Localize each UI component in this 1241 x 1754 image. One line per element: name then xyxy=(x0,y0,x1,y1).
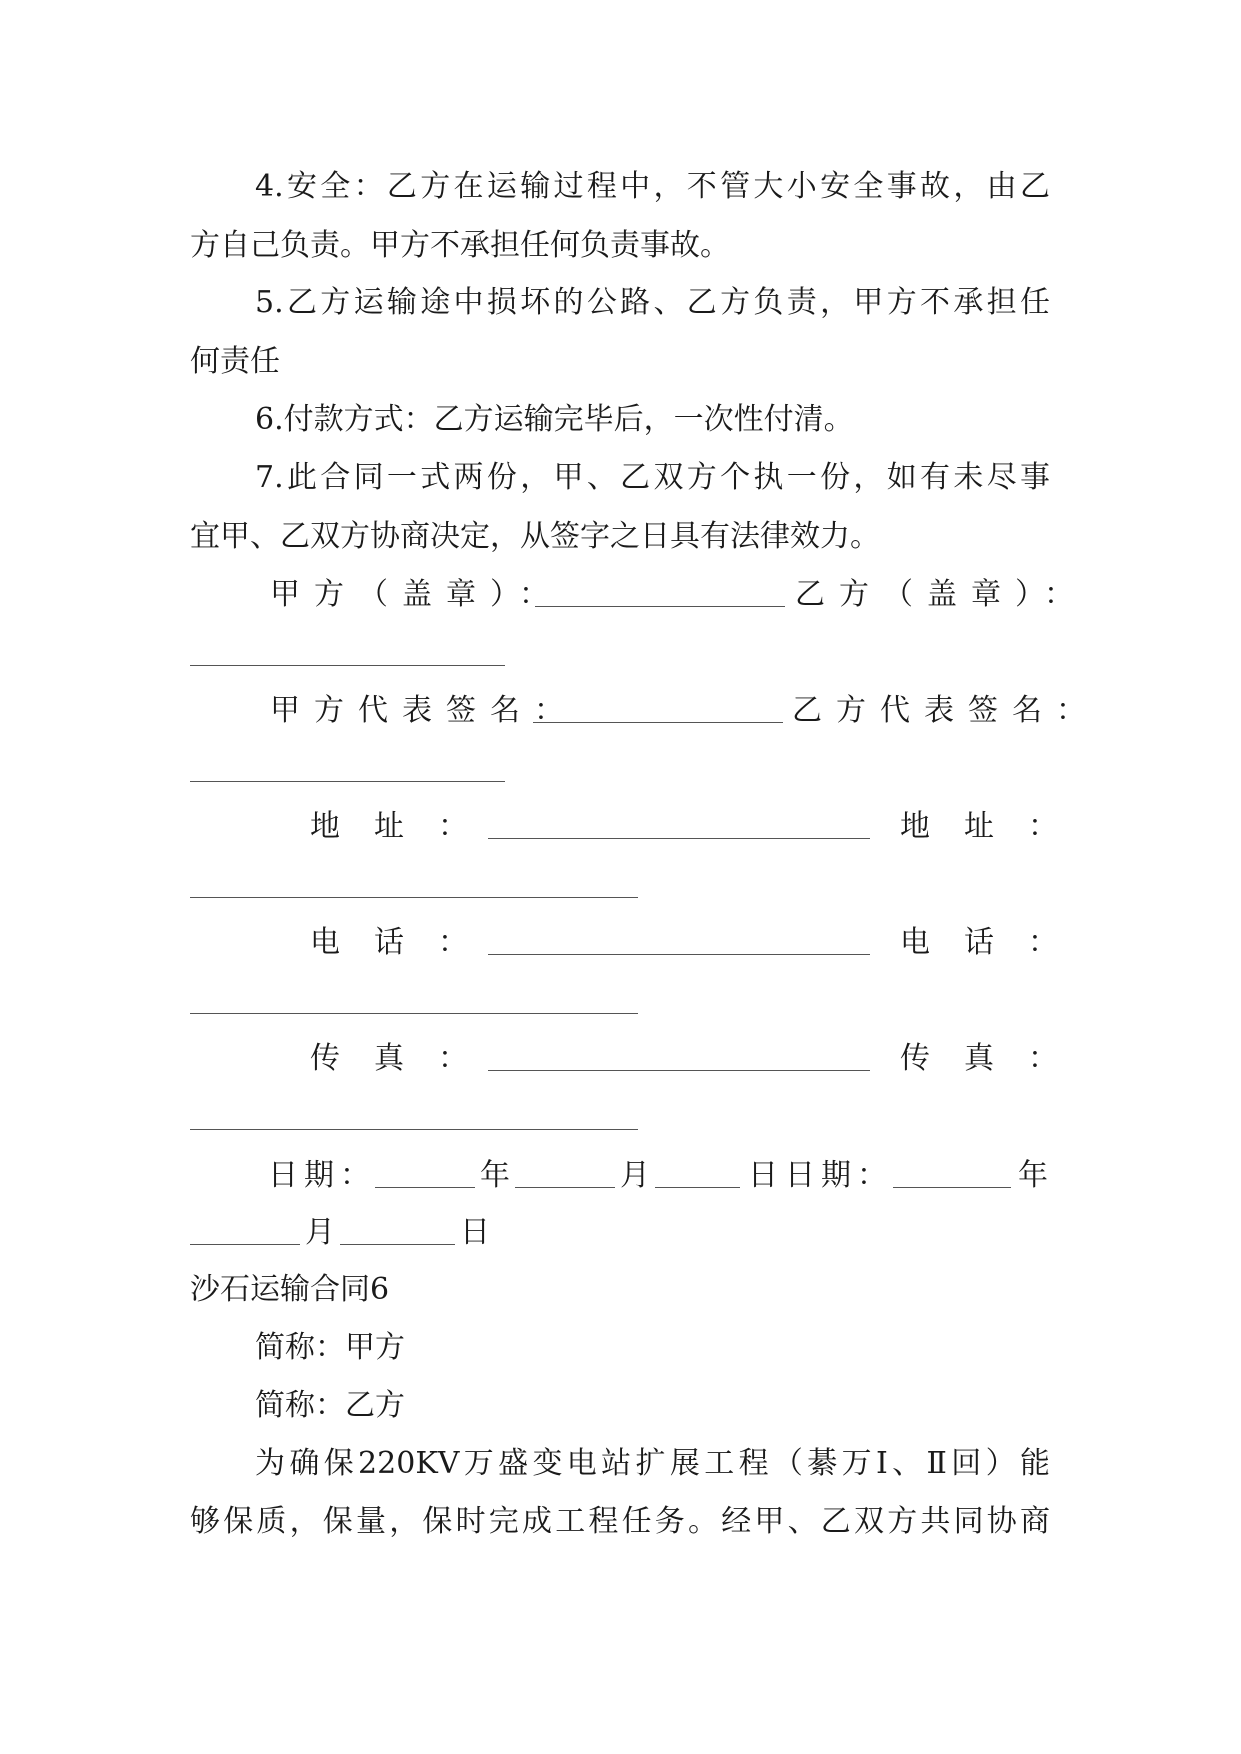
clause-5-line-2: 何责任 xyxy=(190,344,280,379)
fax-a-blank[interactable] xyxy=(488,1042,870,1071)
clause-6-line-1: 6.付款方式：乙方运输完毕后，一次性付清。 xyxy=(255,402,854,437)
date-b-year-unit: 年 xyxy=(1018,1158,1048,1193)
party-b-seal-label: 乙方（盖章）： xyxy=(795,577,1088,612)
address-b-label: 地址： xyxy=(900,809,1092,844)
date-a-day-blank[interactable] xyxy=(655,1159,740,1188)
date-a-day-unit: 日 xyxy=(748,1158,778,1193)
party-b-rep-blank[interactable] xyxy=(190,780,505,782)
date-a-label: 日期： xyxy=(268,1158,376,1193)
fax-b-blank[interactable] xyxy=(190,1128,638,1130)
date-b-label: 日期： xyxy=(785,1158,893,1193)
clause-5-line-1: 5.乙方运输途中损坏的公路、乙方负责，甲方不承担任 xyxy=(255,285,1050,320)
clause-4-line-1: 4.安全：乙方在运输过程中，不管大小安全事故，由乙 xyxy=(255,169,1050,204)
fax-b-label: 传真： xyxy=(900,1041,1092,1076)
phone-b-blank[interactable] xyxy=(190,1012,638,1014)
party-b-seal-blank[interactable] xyxy=(190,664,505,666)
date-a-year-blank[interactable] xyxy=(375,1159,475,1188)
date-b-year-blank[interactable] xyxy=(893,1159,1011,1188)
fax-a-label: 传真： xyxy=(310,1041,502,1076)
date-a-month-unit: 月 xyxy=(620,1158,650,1193)
date-a-month-blank[interactable] xyxy=(515,1159,615,1188)
party-a-rep-label: 甲方代表签名： xyxy=(270,693,578,728)
address-b-blank[interactable] xyxy=(190,896,638,898)
phone-a-label: 电话： xyxy=(310,925,502,960)
clause-4-line-2: 方自己负责。甲方不承担任何负责事故。 xyxy=(190,228,730,263)
abbr-party-b: 简称：乙方 xyxy=(255,1388,405,1423)
party-a-seal-blank[interactable] xyxy=(535,578,785,607)
phone-a-blank[interactable] xyxy=(488,926,870,955)
clause-7-line-1: 7.此合同一式两份，甲、乙双方个执一份，如有未尽事 xyxy=(255,460,1050,495)
date-a-year-unit: 年 xyxy=(480,1158,510,1193)
intro-line-2: 够保质，保量，保时完成工程任务。经甲、乙双方共同协商 xyxy=(190,1504,1050,1539)
intro-line-1: 为确保220KV万盛变电站扩展工程（綦万Ⅰ、Ⅱ回）能 xyxy=(255,1446,1050,1481)
clause-7-line-2: 宜甲、乙双方协商决定，从签字之日具有法律效力。 xyxy=(190,519,880,554)
contract-6-title: 沙石运输合同6 xyxy=(190,1272,390,1307)
party-a-seal-label: 甲方（盖章）： xyxy=(270,577,563,612)
phone-b-label: 电话： xyxy=(900,925,1092,960)
party-a-rep-blank[interactable] xyxy=(533,694,783,723)
date-b-month-blank[interactable] xyxy=(190,1216,300,1245)
date-b-day-blank[interactable] xyxy=(340,1216,455,1245)
address-a-label: 地址： xyxy=(310,809,502,844)
date-b-day-unit: 日 xyxy=(460,1215,490,1250)
party-b-rep-label: 乙方代表签名： xyxy=(792,693,1100,728)
abbr-party-a: 简称：甲方 xyxy=(255,1330,405,1365)
date-b-month-unit: 月 xyxy=(305,1215,335,1250)
address-a-blank[interactable] xyxy=(488,810,870,839)
